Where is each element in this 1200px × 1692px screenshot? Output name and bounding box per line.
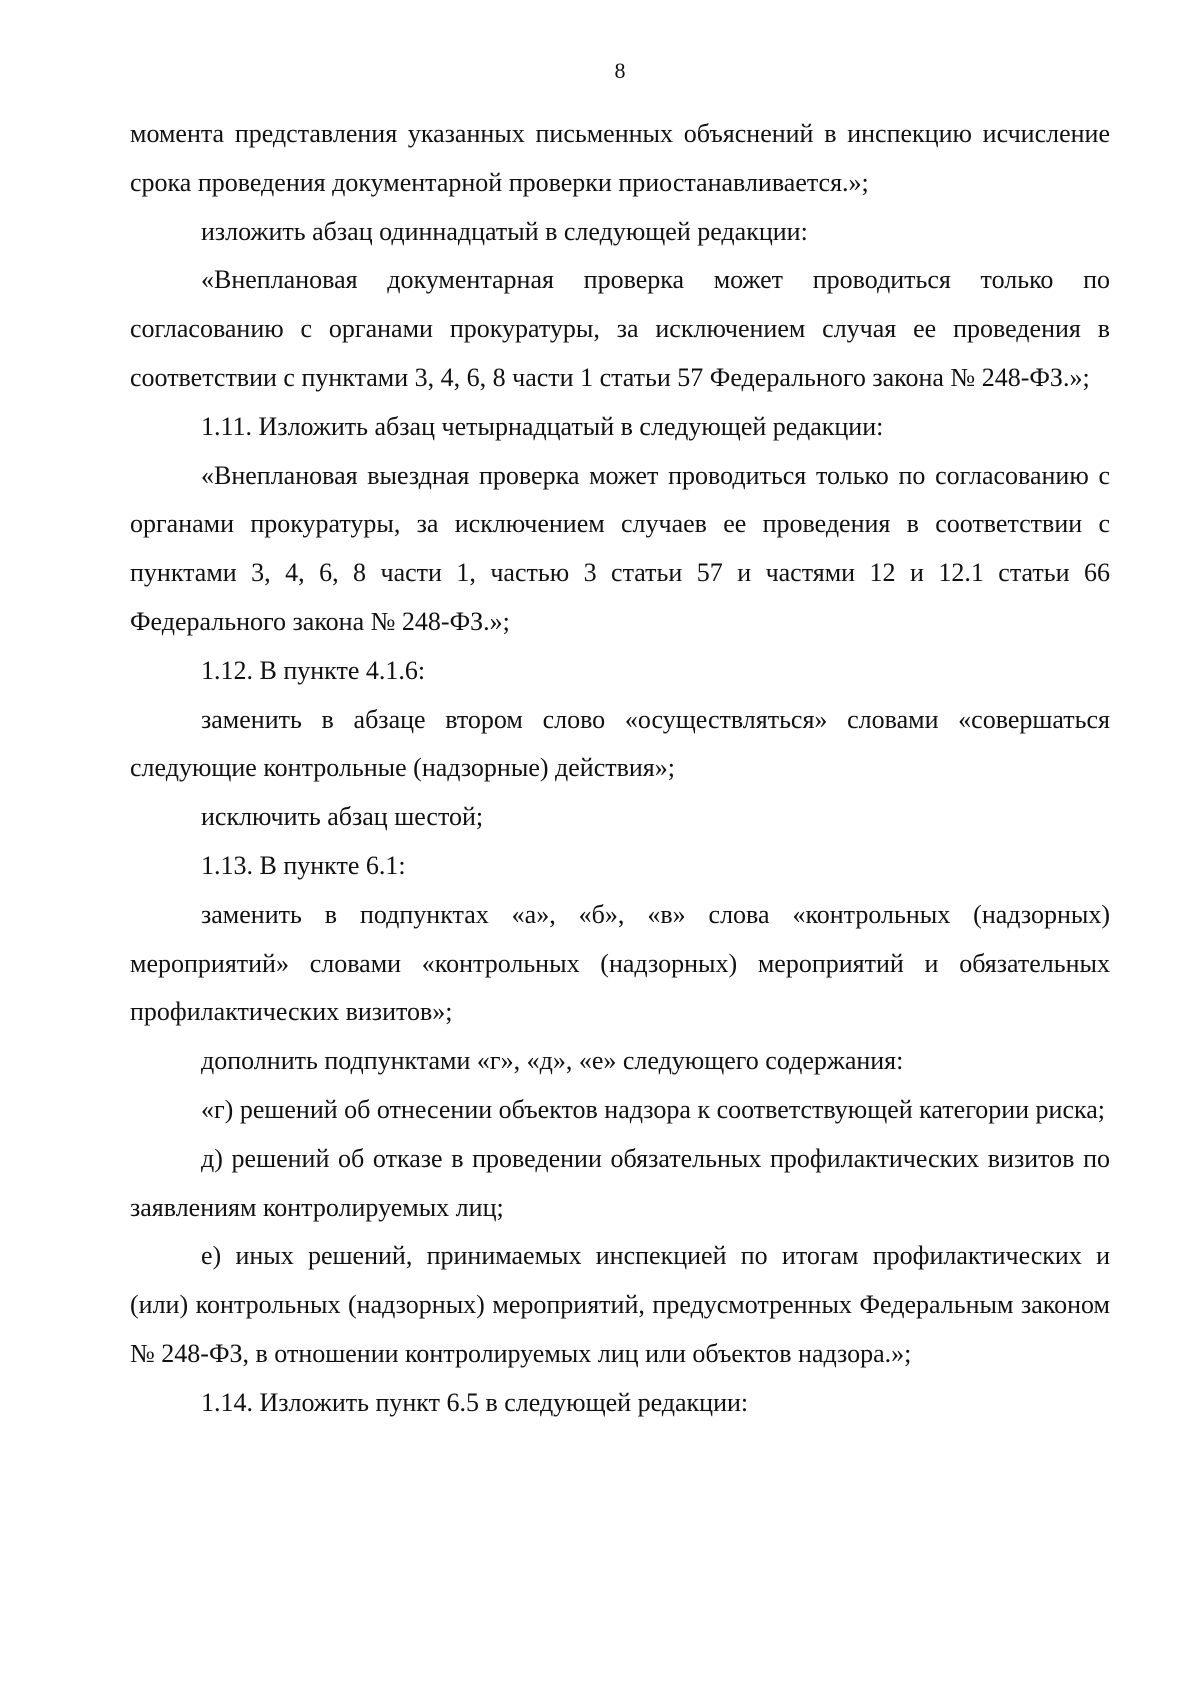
- paragraph-instruction: заменить в абзаце втором слово «осуществляться» словами «совершаться следующие контрольные (надзорные) действия»;: [130, 704, 1110, 783]
- paragraph-subitem-e: е) иных решений, принимаемых инспекцией по итогам профилактических и (или) контрольных (надзорных) мероприятий, предусмотренных Федеральным законом № 248-ФЗ, в отношении контролируемых лиц или объектов надзора.»;: [130, 1241, 1110, 1368]
- paragraph-item-1-11: 1.11. Изложить абзац четырнадцатый в следующей редакции:: [201, 411, 884, 441]
- paragraph-subitem-d: д) решений об отказе в проведении обязательных профилактических визитов по заявлениям контролируемых лиц;: [130, 1143, 1110, 1222]
- paragraph-instruction: исключить абзац шестой;: [201, 802, 484, 832]
- paragraph-continuation: момента представления указанных письменных объяснений в инспекцию исчисление срока проведения документарной проверки приостанавливается.»;: [130, 119, 1110, 197]
- paragraph-instruction: дополнить подпунктами «г», «д», «е» следующего содержания:: [201, 1046, 904, 1076]
- paragraph-quote: «Внеплановая документарная проверка может проводиться только по согласованию с органами прокуратуры, за исключением случая ее проведения в соответствии с пунктами 3, 4, 6, 8 части 1 статьи 57 Федерального закона № 248-ФЗ.»;: [130, 265, 1110, 392]
- paragraph-item-1-14: 1.14. Изложить пункт 6.5 в следующей редакции:: [201, 1387, 749, 1417]
- paragraph-instruction: изложить абзац одиннадцатый в следующей редакции:: [201, 216, 808, 246]
- paragraph-item-1-13: 1.13. В пункте 6.1:: [201, 850, 406, 880]
- paragraph-item-1-12: 1.12. В пункте 4.1.6:: [201, 655, 426, 685]
- document-body: [130, 110, 1110, 1428]
- paragraph-subitem-g: «г) решений об отнесении объектов надзора к соответствующей категории риска;: [201, 1094, 1105, 1124]
- paragraph-quote: «Внеплановая выездная проверка может проводиться только по согласованию с органами прокуратуры, за исключением случаев ее проведения в соответствии с пунктами 3, 4, 6, 8 части 1, частью 3 статьи 57 и частями 12 и 12.1 статьи 66 Федерального закона № 248-ФЗ.»;: [130, 460, 1110, 636]
- paragraph-instruction: заменить в подпунктах «а», «б», «в» слова «контрольных (надзорных) мероприятий» словами «контрольных (надзорных) мероприятий и обязательных профилактических визитов»;: [130, 899, 1110, 1027]
- page-number: 8: [614, 58, 626, 83]
